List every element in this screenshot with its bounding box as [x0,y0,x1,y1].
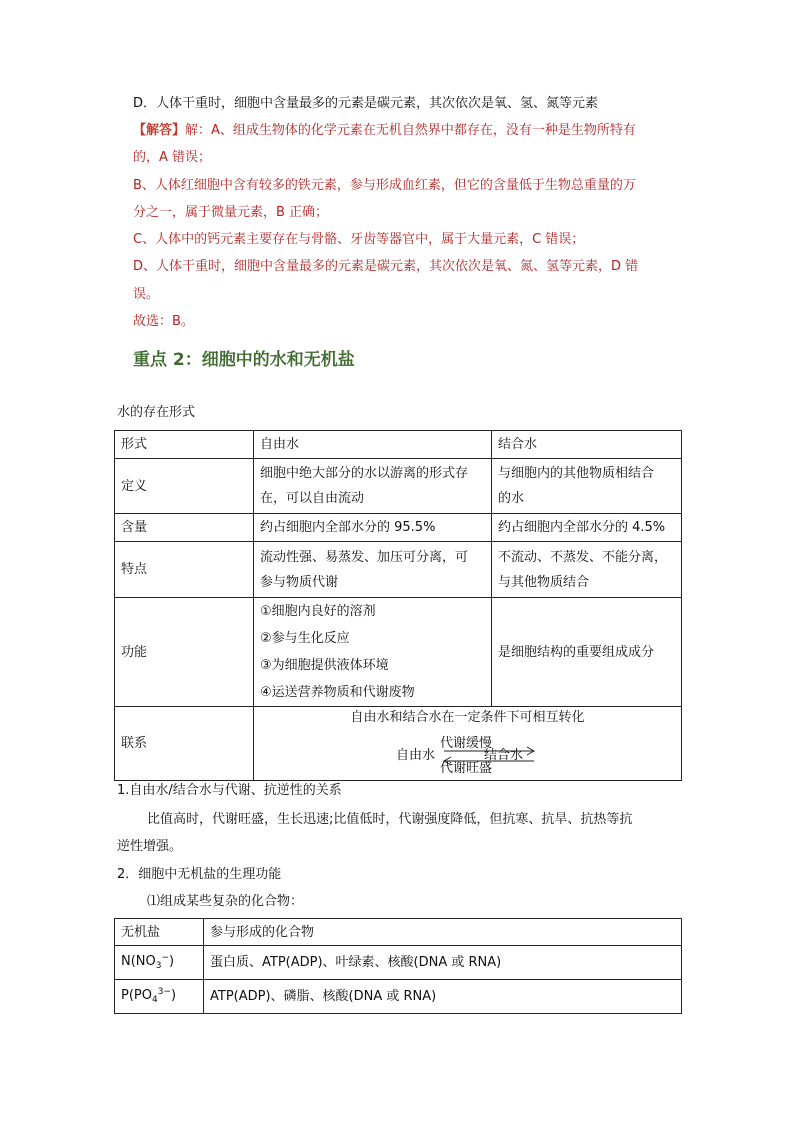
table-row [115,542,682,598]
bound-content: 约占细胞内全部水分的 4.5% [492,514,682,542]
answer-c-line: C、人体中的钙元素主要存在与骨骼、牙齿等器官中，属于大量元素，C 错误； [133,232,585,247]
diagram-lower-label: 代谢旺盛 [440,761,493,776]
function-item: ②参与生化反应 [260,631,350,646]
table-header-row [115,919,682,946]
answer-line-2: 的，A 错误； [133,150,212,165]
free-feature: 流动性强、易蒸发、加压可分离，可 参与物质代谢 [254,542,492,598]
relation-text: 自由水和结合水在一定条件下可相互转化 [350,710,585,725]
section-heading: 重点 2：细胞中的水和无机盐 [133,350,355,370]
table-row [115,707,682,781]
table-header-row [115,431,682,459]
section2-subtitle: ⑴组成某些复杂的化合物： [147,894,304,909]
compounds-nitrogen: 蛋白质、ATP(ADP)、叶绿素、核酸(DNA 或 RNA) [204,946,682,980]
compounds-phosphorus: ATP(ADP)、磷脂、核酸(DNA 或 RNA) [204,980,682,1014]
row-label-content: 含量 [115,514,254,542]
bound-function: 是细胞结构的重要组成成分 [492,598,682,707]
diagram-free-water: 自由水 [396,748,436,763]
header-compounds: 参与形成的化合物 [204,919,682,946]
row-label-definition: 定义 [115,459,254,514]
bound-definition: 与细胞内的其他物质相结合 的水 [492,459,682,514]
conversion-diagram [254,729,681,779]
bound-feature: 不流动、不蒸发、不能分离， 与其他物质结合 [492,542,682,598]
option-d: D．人体干重时，细胞中含量最多的元素是碳元素，其次依次是氧、氢、氮等元素 [133,96,599,111]
answer-b-line-2: 分之一，属于微量元素，B 正确； [133,205,329,220]
section1-body-1: 比值高时，代谢旺盛，生长迅速;比值低时，代谢强度降低，但抗寒、抗旱、抗热等抗 [147,812,633,827]
function-item: ①细胞内良好的溶剂 [260,604,376,619]
diagram-upper-label: 代谢缓慢 [440,736,493,751]
conversion-arrows-icon [434,737,554,777]
free-definition: 细胞中绝大部分的水以游离的形式存 在，可以自由流动 [254,459,492,514]
water-forms-table [114,430,682,781]
header-form: 形式 [115,431,254,459]
row-label-relation: 联系 [115,707,254,781]
water-table-caption: 水的存在形式 [117,405,196,420]
answer-b-line-1: B、人体红细胞中含有较多的铁元素，参与形成血红素，但它的含量低于生物总重量的万 [133,178,636,193]
answer-d-line-1: D、人体干重时，细胞中含量最多的元素是碳元素，其次依次是氧、氮、氢等元素，D 错 [133,259,639,274]
row-label-feature: 特点 [115,542,254,598]
inorganic-salt-table [114,918,682,1014]
free-function-list [254,598,492,707]
diagram-bound-water: 结合水 [484,748,524,763]
free-content: 约占细胞内全部水分的 95.5% [254,514,492,542]
function-item: ③为细胞提供液体环境 [260,658,389,673]
table-row [115,514,682,542]
header-salt: 无机盐 [115,919,204,946]
table-row [115,459,682,514]
answer-d-line-2: 误。 [133,287,160,302]
table-row [115,598,682,707]
section2-title: 2．细胞中无机盐的生理功能 [117,867,282,882]
answer-line-1 [133,122,636,140]
relation-cell [254,707,682,781]
answer-text-1: 解：A、组成生物体的化学元素在无机自然界中都存在，没有一种是生物所特有 [185,123,636,138]
table-row [115,946,682,980]
header-bound-water: 结合水 [492,431,682,459]
header-free-water: 自由水 [254,431,492,459]
section1-body-2: 逆性增强。 [117,839,183,854]
answer-choice: 故选：B。 [133,314,194,329]
table-row [115,980,682,1014]
answer-tag: 【解答】 [133,123,186,138]
salt-phosphorus: $P(PO_4^{3-})$ [115,980,204,1014]
row-label-function: 功能 [115,598,254,707]
function-item: ④运送营养物质和代谢废物 [260,685,415,700]
salt-nitrogen: $N(NO_3^-)$ [115,946,204,980]
section1-title: 1.自由水/结合水与代谢、抗逆性的关系 [117,783,342,798]
